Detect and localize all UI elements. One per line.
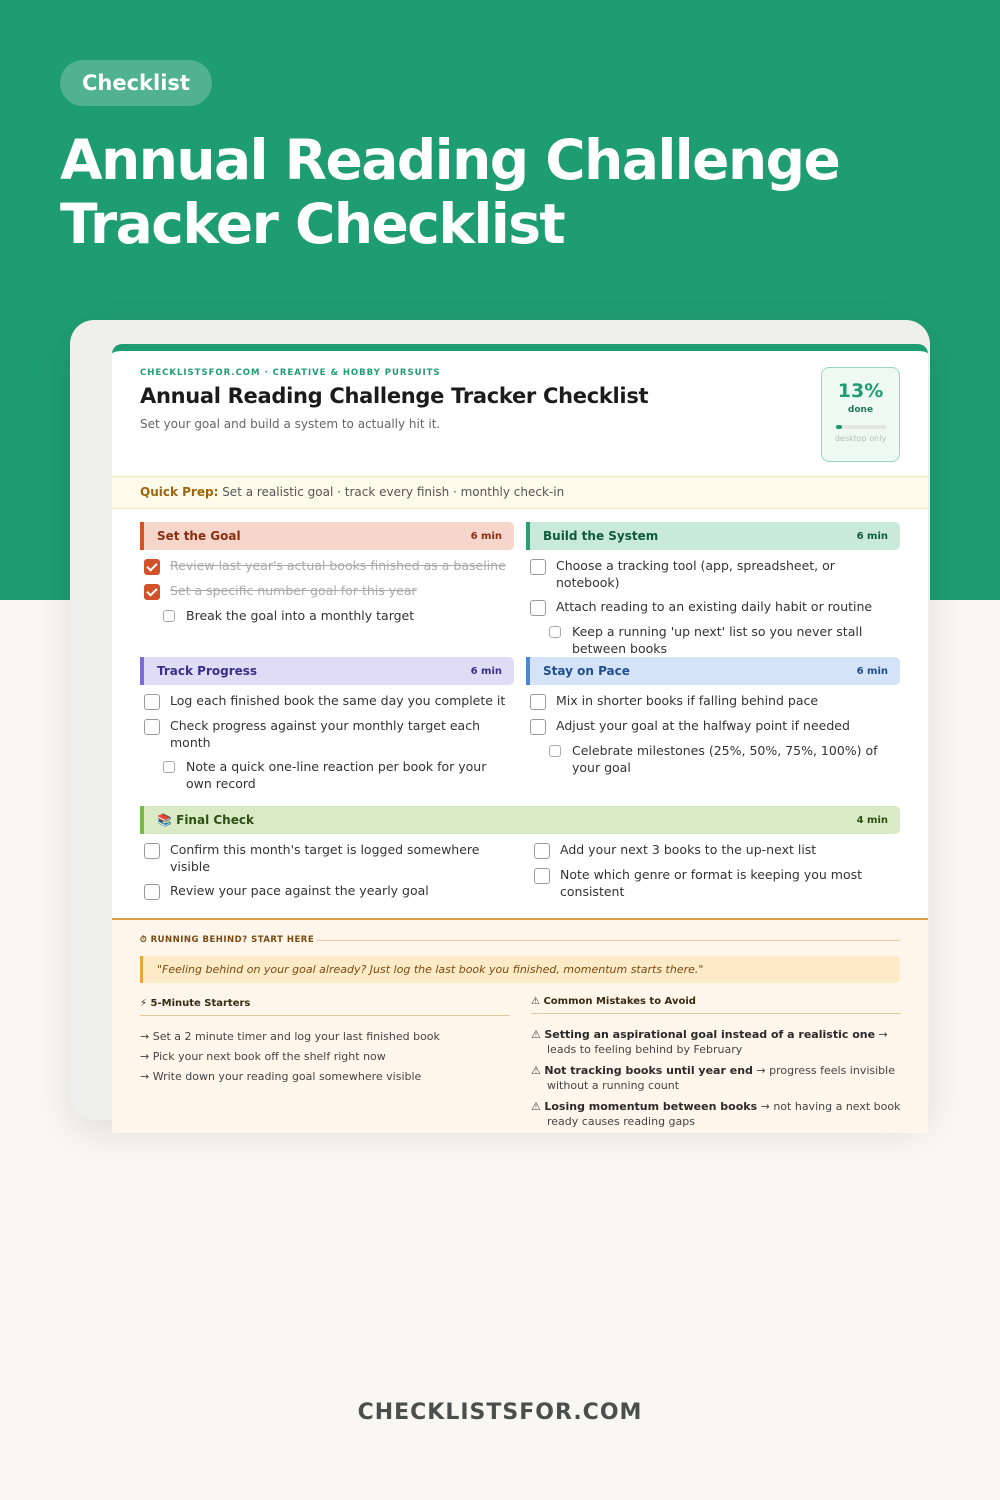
checklist-item-label: Note a quick one-line reaction per book for your own record <box>186 759 487 791</box>
checklist-subitem[interactable] <box>140 608 514 625</box>
section-time: 6 min <box>856 530 888 542</box>
checklist-item[interactable] <box>526 693 900 710</box>
mistake-title: Setting an aspirational goal instead of a realistic one <box>544 1028 876 1041</box>
document-title: Annual Reading Challenge Tracker Checklist <box>140 384 649 408</box>
progress-note: desktop only <box>834 434 887 443</box>
section-header <box>526 657 900 685</box>
section-items <box>140 550 514 625</box>
checkbox[interactable] <box>534 843 550 859</box>
hero-title: Annual Reading Challenge Tracker Checklist <box>60 128 840 256</box>
starter-item: → Pick your next book off the shelf right now <box>140 1050 386 1063</box>
divider <box>317 940 900 941</box>
section-stay-on-pace <box>526 657 900 784</box>
section-items <box>140 685 514 792</box>
preview-frame <box>70 320 930 1128</box>
starter-item: → Set a 2 minute timer and log your last finished book <box>140 1030 440 1043</box>
checkbox[interactable] <box>144 694 160 710</box>
checklist-item-label: Log each finished book the same day you complete it <box>170 693 506 708</box>
section-track-progress <box>140 657 514 800</box>
checklist-item[interactable] <box>140 718 514 751</box>
checklist-item[interactable] <box>140 883 510 900</box>
starters-title: ⚡ 5-Minute Starters <box>140 998 510 1016</box>
checklist-item[interactable] <box>526 599 900 616</box>
footer-site-name: CHECKLISTSFOR.COM <box>357 1400 643 1425</box>
section-time: 6 min <box>470 530 502 542</box>
checklist-item-label: Confirm this month's target is logged somewhere visible <box>170 842 480 874</box>
brand-breadcrumb: CHECKLISTSFOR.COM · CREATIVE & HOBBY PURSUITS <box>140 368 441 378</box>
checklist-item[interactable] <box>530 867 900 900</box>
checkbox[interactable] <box>530 719 546 735</box>
checklist-item[interactable] <box>140 583 514 600</box>
mistake-detail: → not having a next book ready causes reading gaps <box>547 1100 901 1128</box>
checkbox[interactable] <box>144 843 160 859</box>
section-time: 6 min <box>470 665 502 677</box>
checklist-item[interactable] <box>140 558 514 575</box>
warning-icon: ⚠ <box>531 1064 545 1077</box>
section-header <box>140 657 514 685</box>
checklist-item[interactable] <box>140 693 514 710</box>
final-check-title: 📚 Final Check <box>157 813 254 827</box>
section-title: Track Progress <box>157 664 258 678</box>
document-subtitle: Set your goal and build a system to actually hit it. <box>140 417 441 431</box>
progress-percent: 13% <box>837 380 884 402</box>
mistakes-list <box>531 1027 901 1135</box>
section-set-the-goal <box>140 522 514 633</box>
section-time: 6 min <box>856 665 888 677</box>
starter-item: → Write down your reading goal somewhere visible <box>140 1070 422 1083</box>
checklist-subitem[interactable] <box>526 624 900 657</box>
checklist-item-label: Celebrate milestones (25%, 50%, 75%, 100%) of your goal <box>572 743 878 775</box>
checklist-item[interactable] <box>526 718 900 735</box>
checkbox[interactable] <box>163 610 175 622</box>
final-check-header <box>140 806 900 834</box>
checklist-item-label: Choose a tracking tool (app, spreadsheet, or notebook) <box>556 558 835 590</box>
checklist-item[interactable] <box>530 842 900 859</box>
checklist-item-label: Mix in shorter books if falling behind pace <box>556 693 819 708</box>
checklist-item-label: Review last year's actual books finished as a baseline <box>170 558 506 573</box>
checkbox[interactable] <box>163 761 175 773</box>
mistake-item <box>531 1063 901 1093</box>
encouragement-quote: "Feeling behind on your goal already? Just log the last book you finished, momentum starts there." <box>140 956 900 983</box>
checklist-item-label: Break the goal into a monthly target <box>186 608 415 623</box>
checklist-item-label: Review your pace against the yearly goal <box>170 883 429 898</box>
final-check-section <box>140 806 900 908</box>
checkbox[interactable] <box>144 719 160 735</box>
progress-done-label: done <box>847 405 874 415</box>
quick-prep-text: Set a realistic goal · track every finish · monthly check-in <box>218 485 565 499</box>
checkbox[interactable] <box>534 868 550 884</box>
checkbox[interactable] <box>549 626 561 638</box>
mistakes-title: ⚠ Common Mistakes to Avoid <box>531 996 901 1014</box>
mistake-title: Not tracking books until year end <box>544 1064 753 1077</box>
mistake-detail: → progress feels invisible without a running count <box>547 1064 895 1092</box>
checklist-item[interactable] <box>140 842 510 875</box>
quick-prep-bar <box>112 476 928 509</box>
quick-prep-label: Quick Prep: <box>140 485 219 499</box>
progress-bar <box>836 425 886 429</box>
section-title: Stay on Pace <box>543 664 630 678</box>
final-check-time: 4 min <box>856 814 888 826</box>
checklist-item-label: Check progress against your monthly target each month <box>170 718 481 750</box>
checklist-item[interactable] <box>526 558 900 591</box>
final-check-right-list <box>530 842 900 908</box>
checklist-item-label: Add your next 3 books to the up-next list <box>560 842 817 857</box>
section-build-the-system <box>526 522 900 665</box>
checklist-item-label: Attach reading to an existing daily habit or routine <box>556 599 873 614</box>
section-items <box>526 550 900 657</box>
checklist-item-label: Note which genre or format is keeping you most consistent <box>560 867 863 899</box>
mistake-item <box>531 1027 901 1057</box>
mistake-item <box>531 1099 901 1129</box>
progress-bar-fill <box>836 425 843 429</box>
section-title: Build the System <box>543 529 659 543</box>
checklist-item-label: Keep a running 'up next' list so you never stall between books <box>572 624 863 656</box>
checkbox[interactable] <box>530 559 546 575</box>
section-items <box>526 685 900 776</box>
checkbox-checked[interactable] <box>144 584 160 600</box>
checkbox-checked[interactable] <box>144 559 160 575</box>
checklist-item-label: Set a specific number goal for this year <box>170 583 417 598</box>
final-check-left-list <box>140 842 510 908</box>
section-header <box>140 522 514 550</box>
checklist-subitem[interactable] <box>140 759 514 792</box>
warning-icon: ⚠ <box>531 1100 545 1113</box>
checklist-document <box>112 344 928 1128</box>
checkbox[interactable] <box>549 745 561 757</box>
mistake-title: Losing momentum between books <box>544 1100 758 1113</box>
warning-icon: ⚠ <box>531 1028 545 1041</box>
running-behind-panel <box>112 918 928 1133</box>
checkbox[interactable] <box>530 600 546 616</box>
category-badge: Checklist <box>60 60 212 106</box>
running-behind-label: ⏱ RUNNING BEHIND? START HERE <box>140 935 315 945</box>
section-title: Set the Goal <box>157 529 241 543</box>
progress-card <box>821 367 900 462</box>
mistake-detail: → leads to feeling behind by February <box>547 1028 888 1056</box>
checkbox[interactable] <box>144 884 160 900</box>
checkbox[interactable] <box>530 694 546 710</box>
checklist-subitem[interactable] <box>526 743 900 776</box>
section-header <box>526 522 900 550</box>
starters-list <box>140 1030 510 1090</box>
checklist-item-label: Adjust your goal at the halfway point if needed <box>556 718 850 733</box>
